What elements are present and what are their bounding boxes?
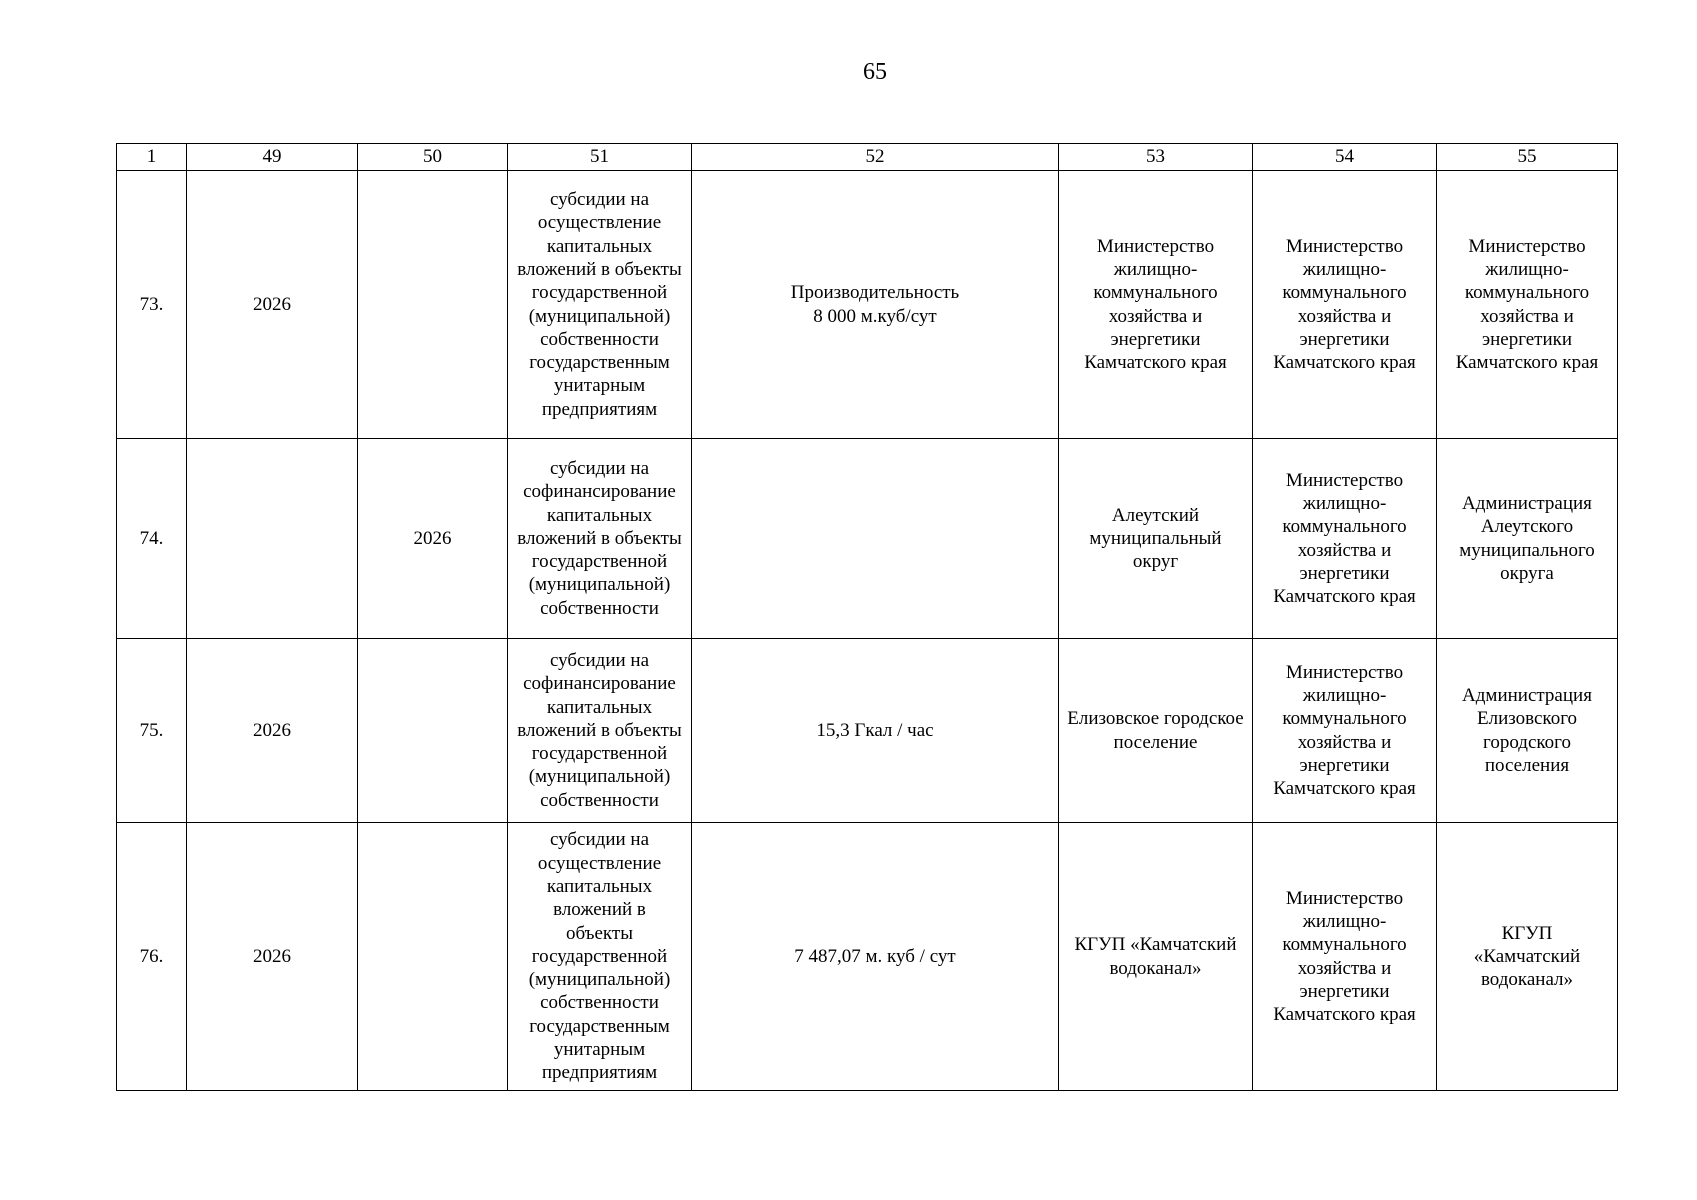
table-cell: 2026 <box>358 439 508 639</box>
column-header: 51 <box>508 144 692 171</box>
table-cell: Министерство жилищно- коммунального хозяйства и энергетики Камчатского края <box>1059 171 1253 439</box>
table-cell: Алеутский муниципальный округ <box>1059 439 1253 639</box>
table-cell: 2026 <box>187 639 358 823</box>
column-header: 53 <box>1059 144 1253 171</box>
table-row <box>117 171 1618 439</box>
table-cell: субсидии на софинансирование капитальных вложений в объекты государственной (муниципальной) собственности <box>508 439 692 639</box>
row-number-cell: 74. <box>117 439 187 639</box>
table-cell: Министерство жилищно- коммунального хозяйства и энергетики Камчатского края <box>1253 823 1437 1091</box>
table-cell: КГУП «Камчатский водоканал» <box>1059 823 1253 1091</box>
table-cell: 2026 <box>187 823 358 1091</box>
table-cell: Производительность 8 000 м.куб/сут <box>692 171 1059 439</box>
table-cell: 2026 <box>187 171 358 439</box>
table-row <box>117 439 1618 639</box>
column-header: 55 <box>1437 144 1618 171</box>
table-cell <box>358 171 508 439</box>
table-cell: Министерство жилищно- коммунального хозяйства и энергетики Камчатского края <box>1253 171 1437 439</box>
table-cell <box>187 439 358 639</box>
table-cell <box>358 823 508 1091</box>
table-cell: Администрация Елизовского городского поселения <box>1437 639 1618 823</box>
column-header: 49 <box>187 144 358 171</box>
table-cell: Елизовское городское поселение <box>1059 639 1253 823</box>
row-number-cell: 76. <box>117 823 187 1091</box>
table-cell: субсидии на осуществление капитальных вложений в объекты государственной (муниципальной) собственности государственным унитарным предприятиям <box>508 823 692 1091</box>
row-number-cell: 75. <box>117 639 187 823</box>
table-cell: Министерство жилищно- коммунального хозяйства и энергетики Камчатского края <box>1437 171 1618 439</box>
table-cell: субсидии на софинансирование капитальных вложений в объекты государственной (муниципальной) собственности <box>508 639 692 823</box>
table-cell: КГУП «Камчатский водоканал» <box>1437 823 1618 1091</box>
table-cell: 15,3 Гкал / час <box>692 639 1059 823</box>
table-row <box>117 823 1618 1091</box>
table-cell: Министерство жилищно- коммунального хозяйства и энергетики Камчатского края <box>1253 639 1437 823</box>
table-cell <box>692 439 1059 639</box>
table-cell: Администрация Алеутского муниципального округа <box>1437 439 1618 639</box>
table-cell <box>358 639 508 823</box>
data-table <box>116 143 1618 1091</box>
table-header-row <box>117 144 1618 171</box>
page-number: 65 <box>863 59 887 85</box>
column-header: 1 <box>117 144 187 171</box>
table-cell: Министерство жилищно- коммунального хозяйства и энергетики Камчатского края <box>1253 439 1437 639</box>
row-number-cell: 73. <box>117 171 187 439</box>
table-cell: 7 487,07 м. куб / сут <box>692 823 1059 1091</box>
column-header: 54 <box>1253 144 1437 171</box>
column-header: 52 <box>692 144 1059 171</box>
table-row <box>117 639 1618 823</box>
table-cell: субсидии на осуществление капитальных вложений в объекты государственной (муниципальной) собственности государственным унитарным предприятиям <box>508 171 692 439</box>
column-header: 50 <box>358 144 508 171</box>
